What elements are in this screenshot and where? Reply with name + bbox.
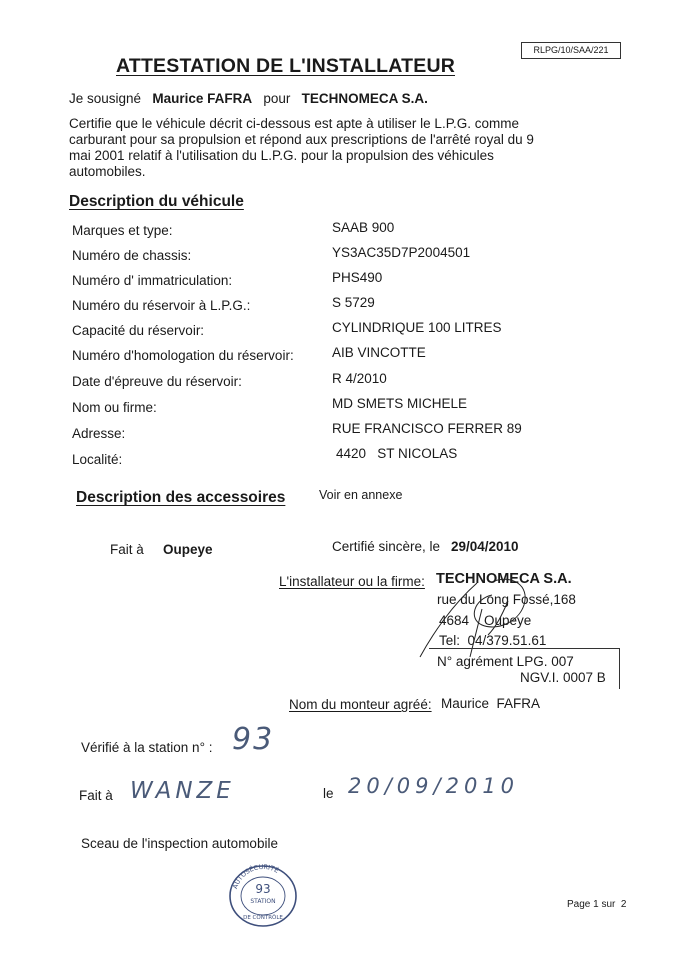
seal-line2: DE CONTRÔLE (243, 915, 283, 921)
field-label-locality: Localité: (72, 452, 123, 467)
seal-ring-text: AUTOSÉCURITÉ (231, 862, 281, 890)
field-label-tank-homologation: Numéro d'homologation du réservoir: (72, 348, 294, 363)
fitter-name: Maurice FAFRA (441, 696, 541, 711)
made-at-label: Fait à (110, 542, 144, 557)
inspection-place-handwritten: WANZE (130, 778, 235, 804)
certified-label: Certifié sincère, le (332, 539, 441, 554)
reference-box: RLPG/10/SAA/221 (521, 42, 621, 59)
station-number-handwritten: 93 (232, 722, 275, 757)
field-label-tank-number: Numéro du réservoir à L.P.G.: (72, 298, 251, 313)
field-label-make: Marques et type: (72, 223, 173, 238)
inspection-date-handwritten: 20/09/2010 (348, 774, 520, 798)
installer-person-name: Maurice FAFRA (152, 91, 253, 106)
page-info: Page 1 sur 2 (567, 899, 627, 910)
field-value-address: RUE FRANCISCO FERRER 89 (332, 421, 522, 436)
installer-company: TECHNOMECA S.A. (436, 571, 572, 587)
intro-joiner: pour (263, 91, 291, 106)
installer-tel: Tel: 04/379.51.61 (439, 633, 547, 648)
inspection-seal (226, 862, 300, 928)
seal-line1: STATION (250, 898, 276, 905)
field-value-chassis: YS3AC35D7P2004501 (332, 245, 471, 260)
vehicle-section-heading: Description du véhicule (69, 193, 244, 210)
field-value-tank-test-date: R 4/2010 (332, 371, 387, 386)
fitter-label: Nom du monteur agréé: (289, 697, 432, 712)
field-value-tank-number: S 5729 (332, 295, 375, 310)
document-title: ATTESTATION DE L'INSTALLATEUR (116, 55, 456, 77)
seal-graphic (226, 862, 300, 928)
field-value-locality: 4420 ST NICOLAS (336, 446, 458, 461)
made-at-place: Oupeye (163, 542, 213, 557)
field-value-registration: PHS490 (332, 270, 383, 285)
field-label-registration: Numéro d' immatriculation: (72, 273, 233, 288)
field-label-tank-test-date: Date d'épreuve du réservoir: (72, 374, 242, 389)
certified-date: 29/04/2010 (451, 539, 519, 554)
inspection-date-label: le (323, 786, 334, 801)
field-value-tank-capacity: CYLINDRIQUE 100 LITRES (332, 320, 502, 335)
accessories-value: Voir en annexe (319, 488, 403, 502)
agreement-lpg: N° agrément LPG. 007 (437, 654, 574, 669)
field-value-owner-name: MD SMETS MICHELE (332, 396, 468, 411)
installer-label: L'installateur ou la firme: (279, 574, 425, 589)
agreement-ngv: NGV.I. 0007 B (520, 670, 606, 685)
field-value-tank-homologation: AIB VINCOTTE (332, 345, 426, 360)
intro-company: TECHNOMECA S.A. (301, 91, 428, 106)
installer-street: rue du Long Fossé,168 (437, 592, 576, 607)
inspection-place-label: Fait à (79, 788, 113, 803)
seal-number: 93 (255, 882, 271, 896)
field-label-chassis: Numéro de chassis: (72, 248, 192, 263)
certification-paragraph: Certifie que le véhicule décrit ci-dessous est apte à utiliser le L.P.G. comme carburant pour sa propulsion et répond aux prescriptions de l'arrêté royal du 9 mai 2001 relatif à l'utilisation du L.P.G. pour la propulsion des véhicules automobiles. (69, 116, 534, 179)
seal-label: Sceau de l'inspection automobile (81, 836, 278, 851)
field-label-owner-name: Nom ou firme: (72, 400, 157, 415)
installer-city: 4684 Oupeye (439, 613, 532, 628)
intro-line (69, 91, 428, 106)
accessories-heading: Description des accessoires (76, 489, 286, 506)
station-label: Vérifié à la station n° : (81, 740, 213, 755)
intro-prefix: Je sousigné (69, 91, 142, 106)
field-label-address: Adresse: (72, 426, 126, 441)
field-value-make: SAAB 900 (332, 220, 395, 235)
field-label-tank-capacity: Capacité du réservoir: (72, 323, 205, 338)
